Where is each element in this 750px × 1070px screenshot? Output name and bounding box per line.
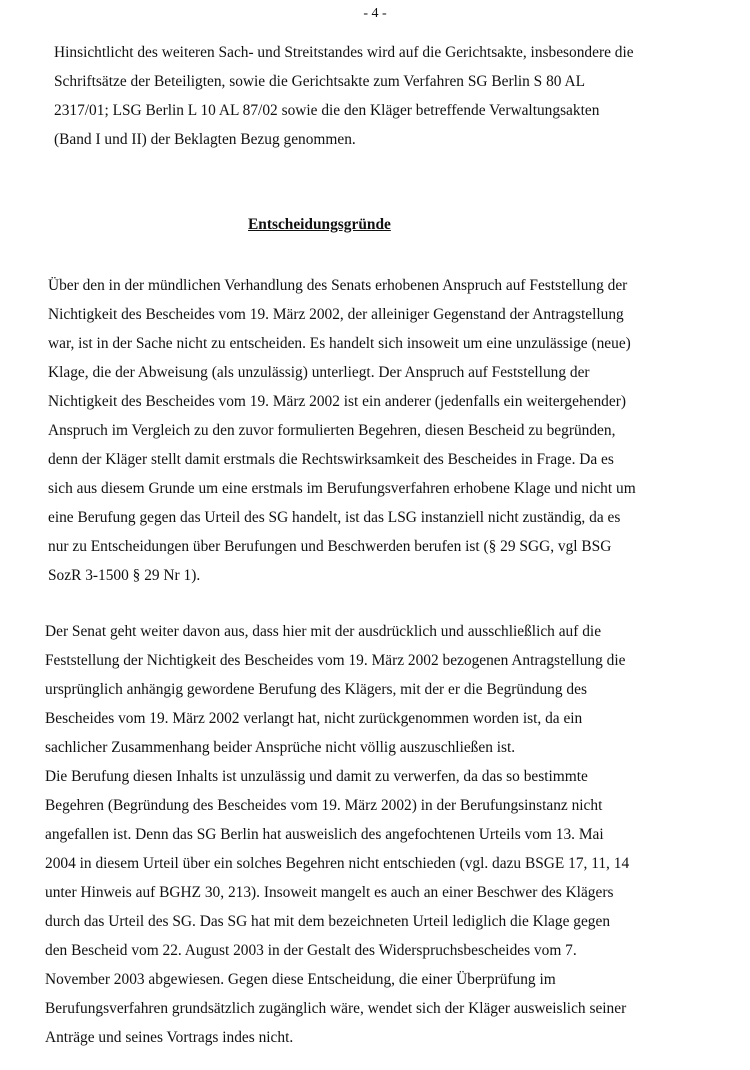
- text-line: Begehren (Begründung des Bescheides vom 19. März 2002) in der Berufungsinstanz nicht: [45, 797, 603, 814]
- text-line: nur zu Entscheidungen über Berufungen und Beschwerden berufen ist (§ 29 SGG, vgl BSG: [48, 538, 612, 555]
- text-line: Die Berufung diesen Inhalts ist unzulässig und damit zu verwerfen, da das so bestimmte: [45, 768, 588, 785]
- text-line: Berufungsverfahren grundsätzlich zugänglich wäre, wendet sich der Kläger ausweislich seiner: [45, 1000, 627, 1017]
- text-line: Bescheides vom 19. März 2002 verlangt hat, nicht zurückgenommen worden ist, da ein: [45, 710, 583, 727]
- page-number: - 4 -: [363, 6, 387, 21]
- text-line: 2004 in diesem Urteil über ein solches Begehren nicht entschieden (vgl. dazu BSGE 17, 11, 14: [45, 855, 630, 872]
- text-line: Nichtigkeit des Bescheides vom 19. März 2002, der alleiniger Gegenstand der Antragstellung: [48, 306, 624, 323]
- text-line: (Band I und II) der Beklagten Bezug genommen.: [54, 131, 356, 148]
- text-line: Über den in der mündlichen Verhandlung des Senats erhobenen Anspruch auf Feststellung der: [48, 277, 628, 294]
- text-line: Anträge und seines Vortrags indes nicht.: [45, 1029, 294, 1046]
- text-line: unter Hinweis auf BGHZ 30, 213). Insoweit mangelt es auch an einer Beschwer des Klägers: [45, 884, 614, 901]
- text-line: Nichtigkeit des Bescheides vom 19. März 2002 ist ein anderer (jedenfalls ein weitergehender): [48, 393, 626, 410]
- text-line: November 2003 abgewiesen. Gegen diese Entscheidung, die einer Überprüfung im: [45, 971, 556, 988]
- text-line: SozR 3-1500 § 29 Nr 1).: [48, 567, 201, 584]
- text-line: Der Senat geht weiter davon aus, dass hier mit der ausdrücklich und ausschließlich auf die: [45, 623, 602, 640]
- text-line: denn der Kläger stellt damit erstmals die Rechtswirksamkeit des Bescheides in Frage. Da es: [48, 451, 614, 468]
- text-line: 2317/01; LSG Berlin L 10 AL 87/02 sowie die den Kläger betreffende Verwaltungsakten: [54, 102, 600, 119]
- text-line: war, ist in der Sache nicht zu entscheiden. Es handelt sich insoweit um eine unzulässige (neue): [48, 335, 631, 352]
- text-line: ursprünglich anhängig gewordene Berufung des Klägers, mit der er die Begründung des: [45, 681, 587, 698]
- text-line: eine Berufung gegen das Urteil des SG handelt, ist das LSG instanziell nicht zuständig, da es: [48, 509, 621, 526]
- text-line: Klage, die der Abweisung (als unzulässig) unterliegt. Der Anspruch auf Feststellung der: [48, 364, 590, 381]
- text-line: durch das Urteil des SG. Das SG hat mit dem bezeichneten Urteil lediglich die Klage gegen: [45, 913, 611, 930]
- text-line: Hinsichtlicht des weiteren Sach- und Streitstandes wird auf die Gerichtsakte, insbesondere die: [54, 44, 634, 61]
- text-line: Feststellung der Nichtigkeit des Bescheides vom 19. März 2002 bezogenen Antragstellung die: [45, 652, 626, 669]
- text-line: Schriftsätze der Beteiligten, sowie die Gerichtsakte zum Verfahren SG Berlin S 80 AL: [54, 73, 585, 90]
- section-heading: Entscheidungsgründe: [248, 216, 391, 233]
- text-line: sachlicher Zusammenhang beider Ansprüche nicht völlig auszuschließen ist.: [45, 739, 516, 756]
- text-line: den Bescheid vom 22. August 2003 in der Gestalt des Widerspruchsbescheides vom 7.: [45, 942, 577, 959]
- text-line: angefallen ist. Denn das SG Berlin hat ausweislich des angefochtenen Urteils vom 13. Mai: [45, 826, 604, 843]
- text-line: sich aus diesem Grunde um eine erstmals im Berufungsverfahren erhobene Klage und nicht um: [48, 480, 636, 497]
- text-line: Anspruch im Vergleich zu den zuvor formulierten Begehren, diesen Bescheid zu begründen,: [48, 422, 616, 439]
